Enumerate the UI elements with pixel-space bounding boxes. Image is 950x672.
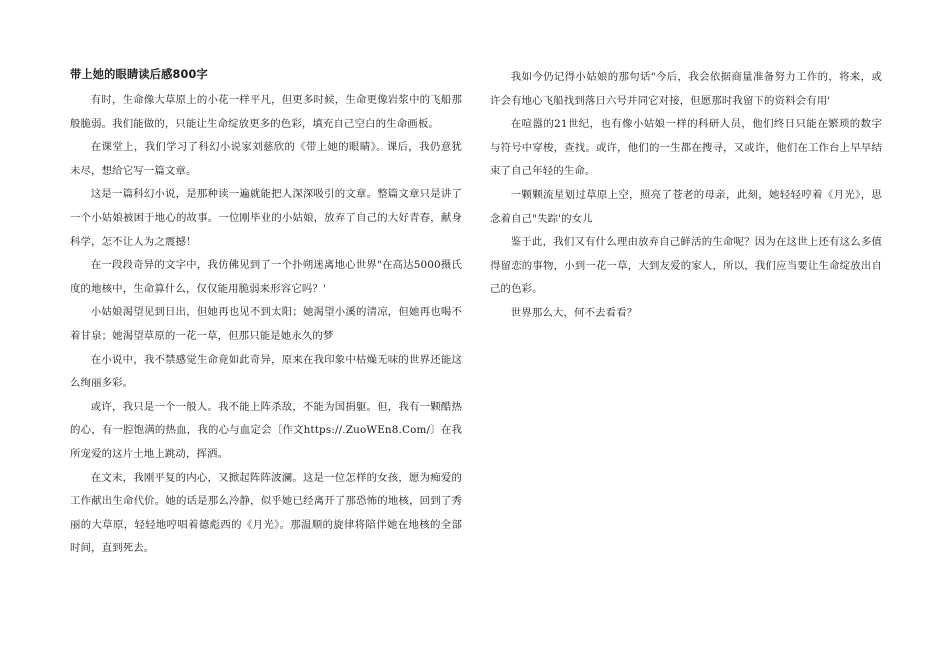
paragraph: 在课堂上，我们学习了科幻小说家刘慈欣的《带上她的眼睛》。课后，我仍意犹未尽，想给它写一篇文章。 bbox=[70, 141, 462, 177]
right-column bbox=[490, 66, 882, 326]
paragraph: 有时，生命像大草原上的小花一样平凡，但更多时候，生命更像岩浆中的飞船那般脆弱。我们能做的，只能让生命绽放更多的色彩，填充自己空白的生命画板。 bbox=[70, 94, 462, 130]
paragraph: 在一段段奇异的文字中，我仿佛见到了一个扑朔迷离地心世界"在高达5000摄氏度的地核中，生命算什么，仅仅能用脆弱来形容它吗？' bbox=[70, 259, 462, 295]
paragraph: 小姑娘渴望见到日出，但她再也见不到太阳；她渴望小溪的清凉，但她再也喝不着甘泉；她渴望草原的一花一草，但那只能是她永久的梦 bbox=[70, 306, 462, 342]
paragraph: 一颗颗流星划过草原上空，照亮了苍老的母亲，此刻，她轻轻哼着《月光》，思念着自己"失踪'的女儿 bbox=[490, 188, 882, 225]
paragraph: 在喧嚣的21世纪，也有像小姑娘一样的科研人员，他们终日只能在繁琐的数字与符号中穿梭，查找。或许，他们的一生都在搜寻，又或许，他们在工作台上早早结束了自己年轻的生命。 bbox=[490, 118, 882, 178]
paragraph: 在文末，我刚平复的内心，又掀起阵阵波澜。这是一位怎样的女孩，愿为痴爱的工作献出生命代价。她的话是那么冷静，似乎她已经离开了那恐怖的地核，回到了秀丽的大草原，轻轻地哼唱着德彪西的《月光》。那温顺的旋律将陪伴她在地核的全部时间，直到死去。 bbox=[70, 471, 462, 555]
left-column bbox=[70, 66, 462, 561]
paragraph: 这是一篇科幻小说，是那种读一遍就能把人深深吸引的文章。整篇文章只是讲了一个小姑娘被困于地心的故事。一位刚毕业的小姑娘，放弃了自己的大好青春，献身科学，怎不让人为之震撼！ bbox=[70, 188, 462, 248]
paragraph: 鉴于此，我们又有什么理由放弃自己鲜活的生命呢？因为在这世上还有这么多值得留恋的事物，小到一花一草，大到友爱的家人，所以，我们应当要让生命绽放出自己的色彩。 bbox=[490, 236, 882, 296]
document-title: 带上她的眼睛读后感800字 bbox=[70, 68, 208, 81]
paragraph: 我如今仍记得小姑娘的那句话"今后，我会依据商量准备努力工作的，将来，或许会有地心飞船找到落日六号并同它对接，但愿那时我留下的资料会有用' bbox=[490, 71, 882, 107]
paragraph: 世界那么大，何不去看看？ bbox=[510, 306, 638, 319]
paragraph: 或许，我只是一个一般人。我不能上阵杀敌，不能为国捐躯。但，我有一颗酷热的心，有一腔饱满的热血，我的心与血定会〔作文https://.ZuoWEn8.Com/〕在我所宠爱的这片土地上跳动，挥洒。 bbox=[70, 400, 462, 460]
paragraph: 在小说中，我不禁感觉生命竟如此奇异，原来在我印象中枯燥无味的世界还能这么绚丽多彩。 bbox=[70, 353, 462, 390]
